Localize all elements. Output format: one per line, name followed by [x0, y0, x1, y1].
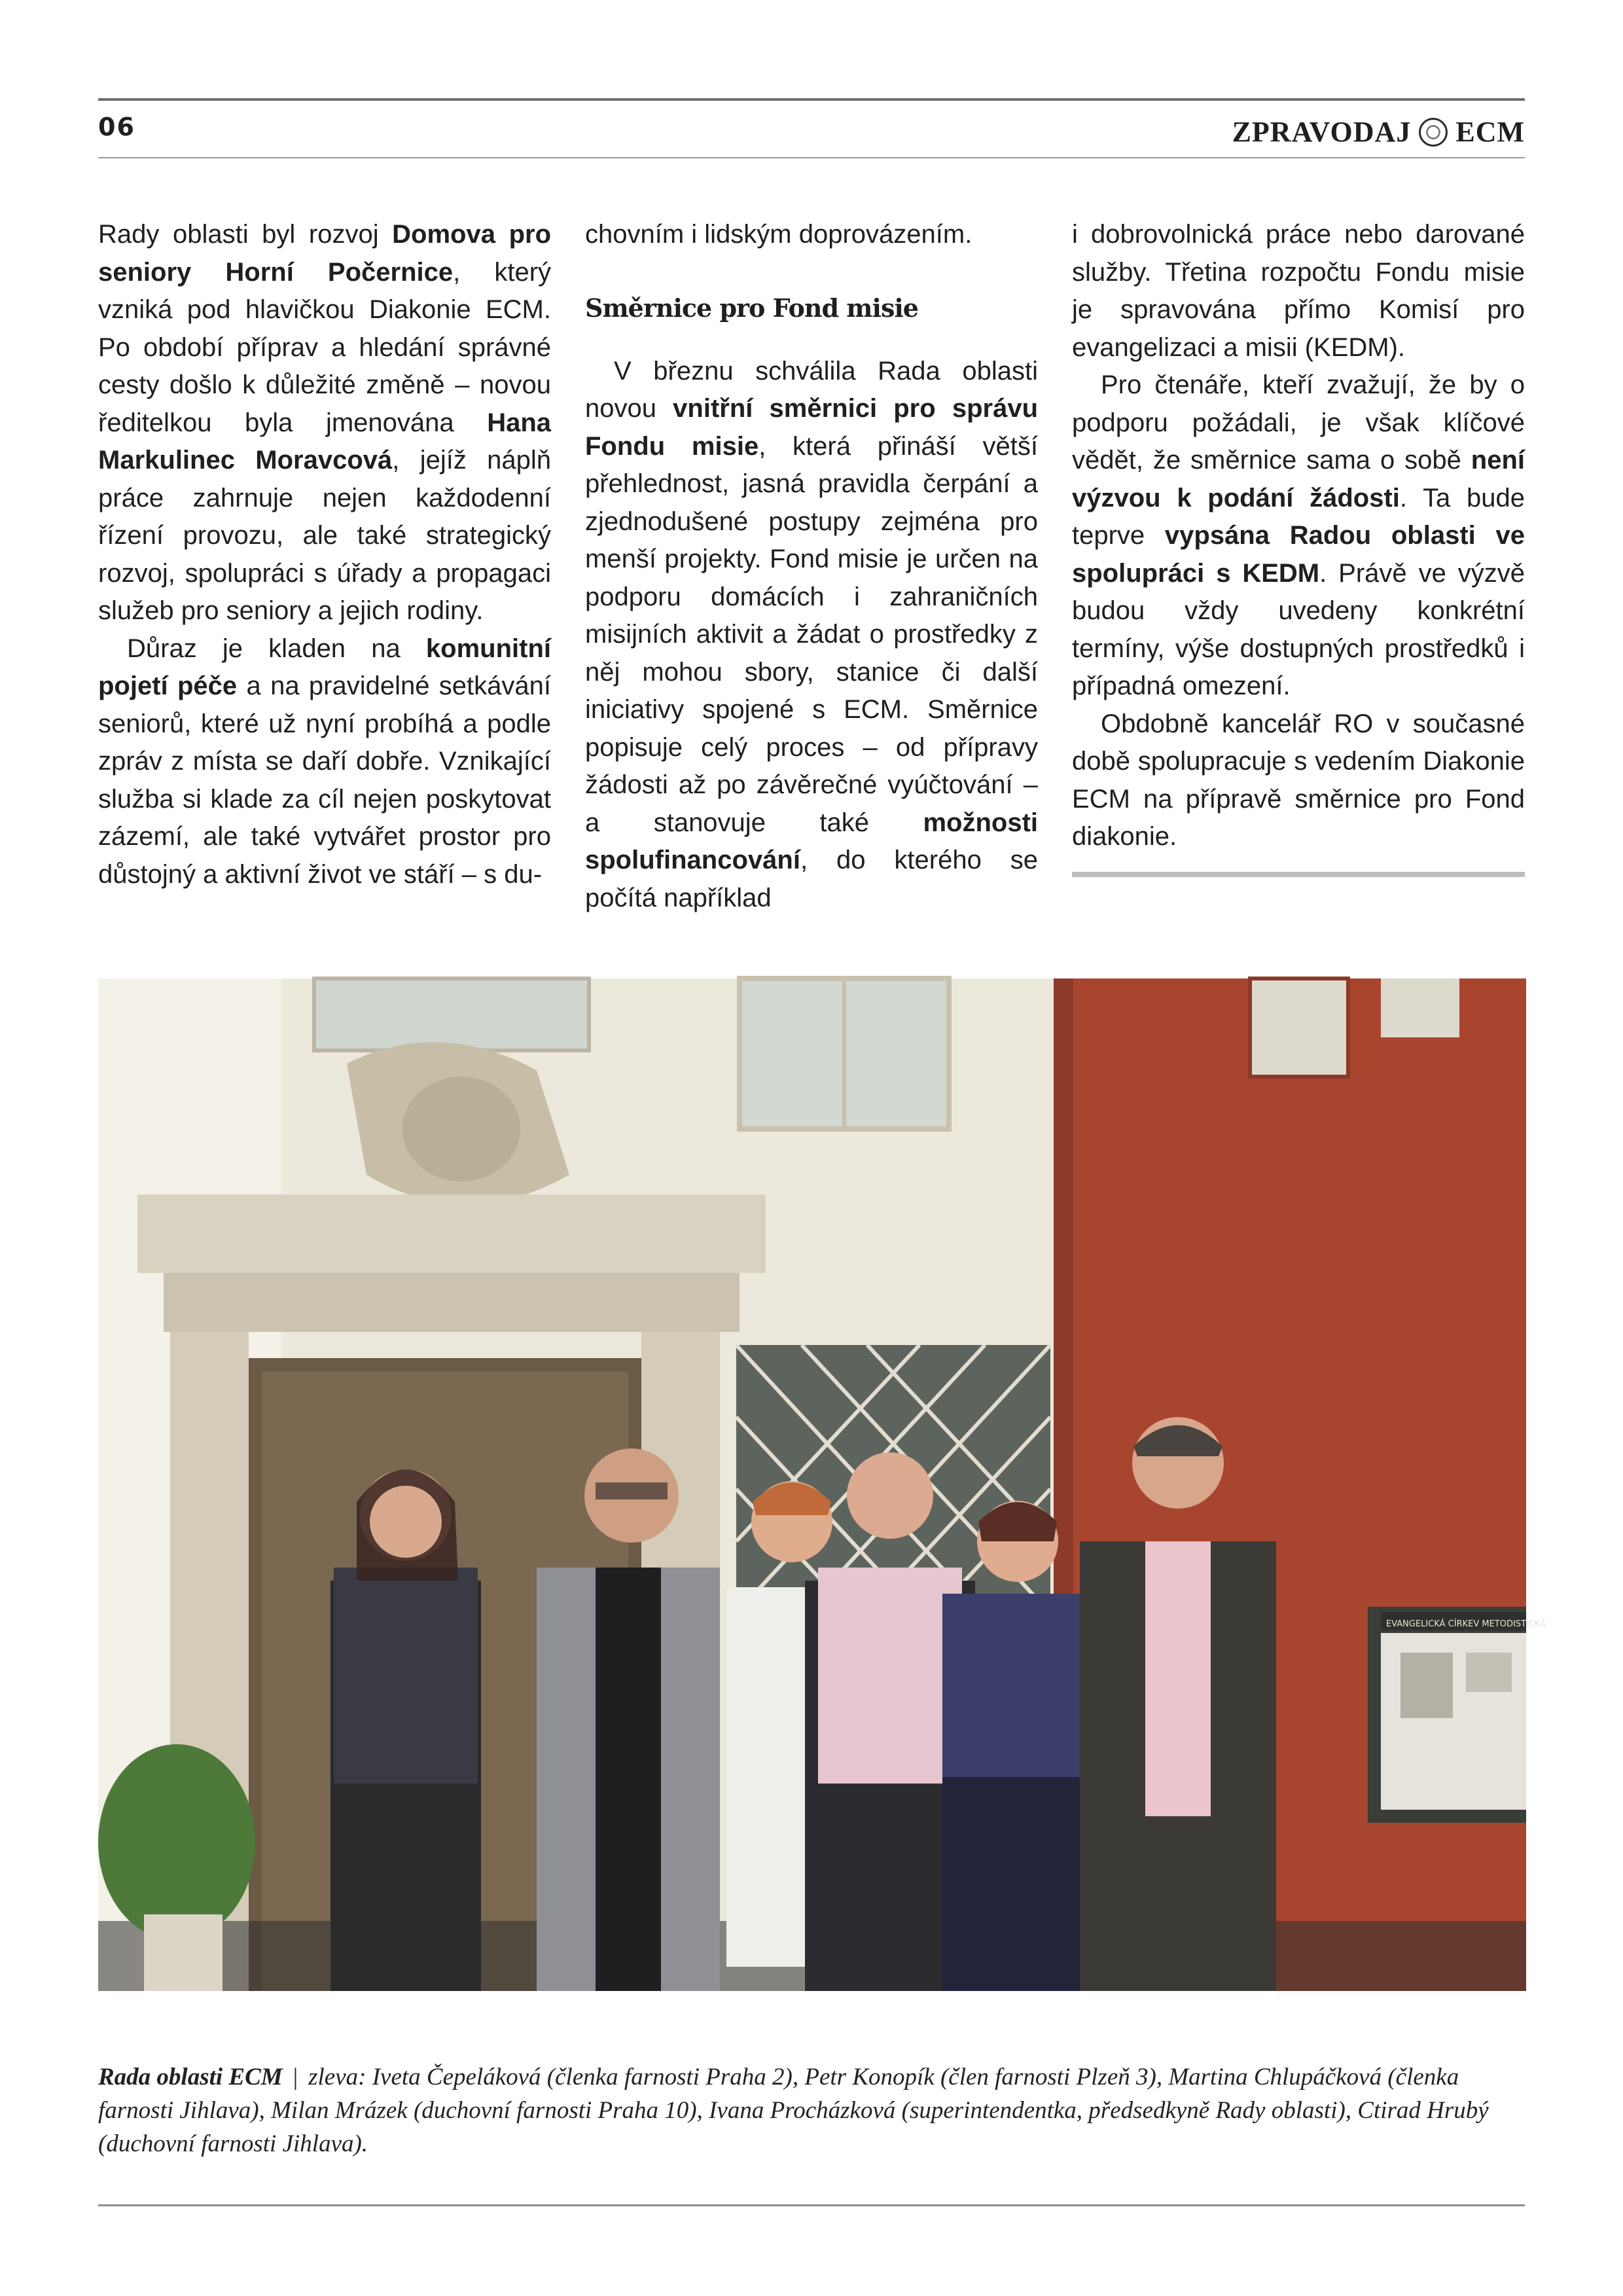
magazine-name: ZPRAVODAJ [1232, 116, 1412, 148]
header-top-rule [98, 98, 1525, 101]
article-body [98, 216, 1525, 912]
caption-text: zleva: Iveta Čepeláková (členka farnosti Praha 2), Petr Konopík (člen farnosti Plzeň 3), Martina Chlupáčková (členka farnosti Jihlava), Milan Mrázek (duchovní farnosti Praha 10), Ivana Procházková (superintendentka, předsedkyně Rady oblasti), Ctirad Hrubý (duchovní farnosti Jihlava). [98, 2064, 1489, 2157]
group-photo [98, 978, 1546, 1991]
paragraph: i dobrovolnická práce nebo darované služby. Třetina rozpočtu Fondu misie je spravována přímo Komisí pro evangelizaci a misii (KEDM). [1072, 220, 1525, 362]
paragraph: Obdobně kancelář RO v současné době spolupracuje s vedením Diakonie ECM na přípravě směrnice pro Fond diakonie. [1072, 709, 1525, 851]
caption-title: Rada oblasti ECM [98, 2064, 283, 2090]
article-column-1 [98, 216, 551, 917]
section-subheading: Směrnice pro Fond misie [585, 293, 918, 323]
paragraph: V březnu schválila Rada oblasti novou vnitřní směrnici pro správu Fondu misie, která přináší větší přehlednost, jasná pravidla čerpání a zjednodušené postupy zejména pro menší projekty. Fond misie je určen na podporu domácích i zahraničních misijních aktivit a žádat o prostředky z něj mohou sbory, stanice či další iniciativy spojené s ECM. Směrnice popisuje celý proces – od přípravy žádosti až po závěrečné vyúčtování – a stanovuje také možnosti spolufinancování, do kterého se počítá například [585, 356, 1038, 912]
seal-icon [1419, 118, 1448, 147]
caption-separator: | [293, 2064, 298, 2090]
paragraph: Rady oblasti byl rozvoj Domova pro seniory Horní Počernice, který vzniká pod hlavičkou Diakonie ECM. Po období příprav a hledání správné cesty došlo k důležité změně – novou ředitelkou byla jmenována Hana Markulinec Moravcová, jejíž náplň práce zahrnuje nejen každodenní řízení provozu, ale také strategický rozvoj, spolupráci s úřady a propagaci služeb pro seniory a jejich rodiny. [98, 220, 552, 625]
magazine-org: ECM [1455, 116, 1525, 148]
page-number: 06 [98, 113, 135, 141]
column-end-rule [1072, 872, 1525, 877]
board-sign: EVANGELICKÁ CÍRKEV METODISTICKÁ [1386, 1619, 1546, 1629]
header-bottom-rule [98, 157, 1525, 158]
photo-caption [98, 2060, 1525, 2161]
paragraph: Pro čtenáře, kteří zvažují, že by o podporu požádali, je však klíčové vědět, že směrnice sama o sobě není výzvou k podání žádosti. Ta bude teprve vypsána Radou oblasti ve spolupráci s KEDM. Právě ve výzvě budou vždy uvedeny konkrétní termíny, výše dostupných prostředků i případná omezení. [1072, 370, 1525, 700]
masthead [1232, 115, 1525, 149]
article-column-3 [1072, 216, 1525, 917]
paragraph: chovním i lidským doprovázením. [585, 220, 972, 249]
article-column-2 [585, 216, 1038, 917]
footer-rule [98, 2204, 1525, 2206]
paragraph: Důraz je kladen na komunitní pojetí péče a na pravidelné setkávání seniorů, které už nyní probíhá a podle zpráv z místa se daří dobře. Vznikající služba si klade za cíl nejen poskytovat zázemí, ale také vytvářet prostor pro důstojný a aktivní život ve stáří – s du- [98, 634, 551, 889]
